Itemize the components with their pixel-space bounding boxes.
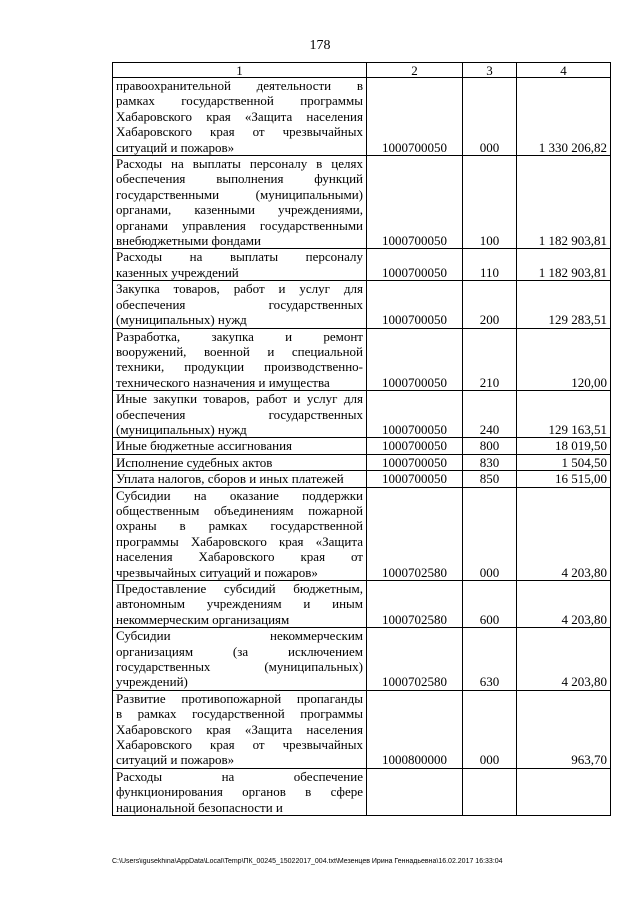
row-description [113, 487, 367, 580]
row-description [113, 156, 367, 249]
amount-value [517, 768, 611, 815]
row-description [113, 628, 367, 691]
target-article-code: 1000702580 [367, 628, 463, 691]
amount-value: 120,00 [517, 328, 611, 391]
amount-value: 1 182 903,81 [517, 156, 611, 249]
description-line: государственных (муниципальных) [116, 659, 363, 675]
amount-value: 4 203,80 [517, 487, 611, 580]
target-article-code: 1000800000 [367, 690, 463, 768]
description-line: Предоставление субсидий бюджетным, [116, 581, 363, 596]
description-line: чрезвычайных ситуаций и пожаров» [116, 564, 318, 580]
row-description [113, 454, 367, 470]
target-article-code: 1000700050 [367, 156, 463, 249]
amount-value: 1 330 206,82 [517, 78, 611, 156]
budget-table [112, 62, 611, 816]
description-line: органами, казенными учреждениями, [116, 202, 363, 218]
expense-type-code: 800 [463, 438, 517, 454]
table-row [113, 454, 611, 470]
description-line: обеспечения государственных [116, 406, 363, 422]
description-line: обеспечения выполнения функций [116, 171, 363, 187]
column-header: 2 [367, 63, 463, 78]
row-description [113, 438, 367, 454]
description-line: учреждений) [116, 674, 188, 690]
description-line: Уплата налогов, сборов и иных платежей [116, 471, 344, 487]
expense-type-code: 600 [463, 581, 517, 628]
amount-value: 4 203,80 [517, 581, 611, 628]
description-line: Субсидии некоммерческим [116, 628, 363, 644]
table-row [113, 328, 611, 391]
amount-value: 963,70 [517, 690, 611, 768]
expense-type-code: 100 [463, 156, 517, 249]
column-header: 3 [463, 63, 517, 78]
row-description [113, 249, 367, 281]
row-description [113, 328, 367, 391]
target-article-code: 1000700050 [367, 471, 463, 487]
description-line: Субсидии на оказание поддержки [116, 487, 363, 503]
amount-value: 4 203,80 [517, 628, 611, 691]
table-row [113, 628, 611, 691]
description-line: внебюджетными фондами [116, 233, 261, 249]
target-article-code: 1000700050 [367, 78, 463, 156]
expense-type-code: 830 [463, 454, 517, 470]
amount-value: 129 163,51 [517, 391, 611, 438]
expense-type-code: 200 [463, 281, 517, 328]
description-line: программы Хабаровского края «Защита [116, 533, 363, 549]
description-line: в рамках государственной программы [116, 706, 363, 722]
description-line: Хабаровского края «Защита населения [116, 108, 363, 124]
table-body [113, 78, 611, 816]
row-description [113, 768, 367, 815]
table-row [113, 281, 611, 328]
table-row [113, 78, 611, 156]
expense-type-code: 240 [463, 391, 517, 438]
amount-value: 129 283,51 [517, 281, 611, 328]
description-line: Развитие противопожарной пропаганды [116, 690, 363, 706]
table-row [113, 487, 611, 580]
expense-type-code: 000 [463, 78, 517, 156]
row-description [113, 581, 367, 628]
description-line: Разработка, закупка и ремонт [116, 328, 363, 344]
description-line: технического назначения и имущества [116, 374, 330, 390]
amount-value: 18 019,50 [517, 438, 611, 454]
target-article-code: 1000700050 [367, 454, 463, 470]
description-line: (муниципальных) нужд [116, 421, 247, 437]
description-line: Закупка товаров, работ и услуг для [116, 281, 363, 297]
row-description [113, 78, 367, 156]
file-path-footer: C:\Users\igusekhina\AppData\Local\Temp\ПК_00245_15022017_004.txt\Мезенцев Ирина Геннадьевна\16.02.2017 16:33:04 [112, 858, 503, 865]
description-line: вооружений, военной и специальной [116, 343, 363, 359]
expense-type-code: 000 [463, 487, 517, 580]
table-row [113, 581, 611, 628]
expense-type-code: 110 [463, 249, 517, 281]
row-description [113, 471, 367, 487]
target-article-code: 1000702580 [367, 581, 463, 628]
page-number: 178 [309, 38, 331, 53]
expense-type-code: 630 [463, 628, 517, 691]
target-article-code: 1000700050 [367, 328, 463, 391]
description-line: населения Хабаровского края от [116, 549, 363, 565]
description-line: организациям (за исключением [116, 643, 363, 659]
table-row [113, 438, 611, 454]
description-line: Расходы на обеспечение [116, 768, 363, 784]
description-line: Хабаровского края «Защита населения [116, 721, 363, 737]
target-article-code: 1000700050 [367, 281, 463, 328]
description-line: автономным учреждениям и иным [116, 596, 363, 612]
expense-type-code [463, 768, 517, 815]
amount-value: 16 515,00 [517, 471, 611, 487]
description-line: общественным объединениям пожарной [116, 502, 363, 518]
description-line: Иные закупки товаров, работ и услуг для [116, 391, 363, 407]
table-row [113, 391, 611, 438]
description-line: правоохранительной деятельности в [116, 78, 363, 93]
description-line: техники, продукции производственно- [116, 359, 363, 375]
description-line: ситуаций и пожаров» [116, 752, 235, 768]
expense-type-code: 210 [463, 328, 517, 391]
description-line: Иные бюджетные ассигнования [116, 438, 293, 454]
description-line: государственными (муниципальными) [116, 186, 363, 202]
description-line: охраны в рамках государственной [116, 518, 363, 534]
table-header-row [113, 63, 611, 78]
target-article-code: 1000702580 [367, 487, 463, 580]
target-article-code: 1000700050 [367, 438, 463, 454]
target-article-code: 1000700050 [367, 249, 463, 281]
column-header: 4 [517, 63, 611, 78]
description-line: Хабаровского края от чрезвычайных [116, 737, 363, 753]
row-description [113, 281, 367, 328]
description-line: Расходы на выплаты персоналу [116, 249, 363, 265]
table-row [113, 249, 611, 281]
description-line: Расходы на выплаты персоналу в целях [116, 156, 363, 172]
table-row [113, 768, 611, 815]
description-line: обеспечения государственных [116, 296, 363, 312]
description-line: (муниципальных) нужд [116, 312, 247, 328]
expense-type-code: 850 [463, 471, 517, 487]
target-article-code [367, 768, 463, 815]
amount-value: 1 182 903,81 [517, 249, 611, 281]
target-article-code: 1000700050 [367, 391, 463, 438]
amount-value: 1 504,50 [517, 454, 611, 470]
row-description [113, 391, 367, 438]
expense-type-code: 000 [463, 690, 517, 768]
table-row [113, 156, 611, 249]
description-line: Хабаровского края от чрезвычайных [116, 124, 363, 140]
description-line: рамках государственной программы [116, 93, 363, 109]
description-line: казенных учреждений [116, 264, 239, 280]
description-line: национальной безопасности и [116, 799, 283, 815]
description-line: Исполнение судебных актов [116, 454, 273, 470]
row-description [113, 690, 367, 768]
table-row [113, 690, 611, 768]
description-line: ситуаций и пожаров» [116, 139, 235, 155]
table-row [113, 471, 611, 487]
description-line: функционирования органов в сфере [116, 784, 363, 800]
column-header: 1 [113, 63, 367, 78]
description-line: некоммерческим организациям [116, 611, 290, 627]
description-line: органами управления государственными [116, 217, 363, 233]
